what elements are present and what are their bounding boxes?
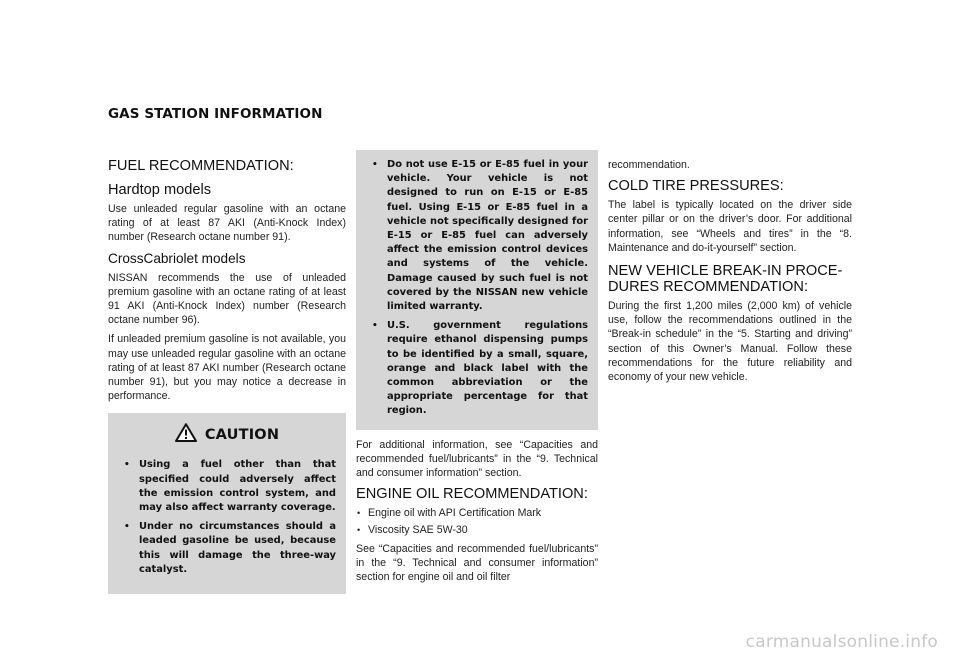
engine-oil-item: • Viscosity SAE 5W-30 (356, 523, 598, 537)
additional-info-text: For additional information, see “Capacities and recommended fuel/lubricants” in the “9. Technical and consumer information” section. (356, 438, 598, 480)
page-title: GAS STATION INFORMATION (108, 106, 323, 122)
caution-continued-list (366, 158, 588, 419)
caution-title: CAUTION (204, 427, 280, 444)
engine-oil-heading: ENGINE OIL RECOMMENDATION: (356, 486, 588, 503)
cold-tire-heading: COLD TIRE PRESSURES: (608, 178, 784, 195)
caution-item: • Using a fuel other than that specified could adversely affect the emission control system, and may also affect warranty coverage. (118, 458, 336, 515)
footer-watermark: carmanualsonline.info (745, 632, 938, 652)
hardtop-text: Use unleaded regular gasoline with an octane rating of at least 87 AKI (Anti-Knock Index) number (Research octane number 91). (108, 203, 346, 244)
caution-header (118, 423, 336, 447)
caution-item: • Do not use E-15 or E-85 fuel in your vehicle. Your vehicle is not designed to run on E-15 or E-85 fuel. Using E-15 or E-85 fuel in a vehicle not specifically designed for E-15 or E-85 fuel can adversely affect the emission control devices and systems of the vehicle. Damage caused by such fuel is not covered by the NISSAN new vehicle limited warranty. (366, 158, 588, 314)
caution-box (108, 413, 346, 594)
caution-list (118, 458, 336, 577)
engine-oil-item: • Engine oil with API Certification Mark (356, 506, 598, 520)
column-left (108, 158, 346, 594)
engine-oil-list (356, 506, 598, 537)
break-in-heading-line-1: NEW VEHICLE BREAK-IN PROCE- (608, 263, 843, 280)
column-right (608, 158, 852, 384)
column-middle (356, 158, 598, 584)
fuel-recommendation-heading: FUEL RECOMMENDATION: (108, 158, 294, 174)
cabriolet-text-2: If unleaded premium gasoline is not available, you may use unleaded regular gasoline with an octane rating of at least 87 AKI number (Research octane number 91), but you may notice a decrease in performance. (108, 333, 346, 403)
break-in-text: During the first 1,200 miles (2,000 km) of vehicle use, follow the recommendations outlined in the “Break-in schedule” in the “5. Starting and driving” section of this Owner’s Manual. Follow these recommendations for the future reliability and economy of your new vehicle. (608, 300, 852, 384)
cold-tire-text: The label is typically located on the driver side center pillar or on the driver’s door. For additional information, see “Wheels and tires” in the “8. Maintenance and do-it-yourself” section. (608, 199, 852, 254)
caution-item: • Under no circumstances should a leaded gasoline be used, because this will damage the three-way catalyst. (118, 520, 336, 577)
caution-item: • U.S. government regulations require ethanol dispensing pumps to be identified by a small, square, orange and black label with the common abbreviation or the appropriate percentage for that region. (366, 319, 588, 418)
cabriolet-heading: CrossCabriolet models (108, 250, 246, 266)
continued-text: recommendation. (608, 159, 690, 171)
break-in-heading (608, 263, 852, 295)
cabriolet-text-1: NISSAN recommends the use of unleaded premium gasoline with an octane rating of at least 91 AKI (Anti-Knock Index) number (Research octane number 96). (108, 271, 346, 327)
break-in-heading-line-2: DURES RECOMMENDATION: (608, 279, 808, 296)
caution-continued-box (356, 150, 598, 430)
hardtop-heading: Hardtop models (108, 182, 212, 198)
engine-oil-text: See “Capacities and recommended fuel/lubricants” in the “9. Technical and consumer information” section for engine oil and oil filter (356, 542, 598, 584)
warning-triangle-icon (175, 423, 197, 447)
